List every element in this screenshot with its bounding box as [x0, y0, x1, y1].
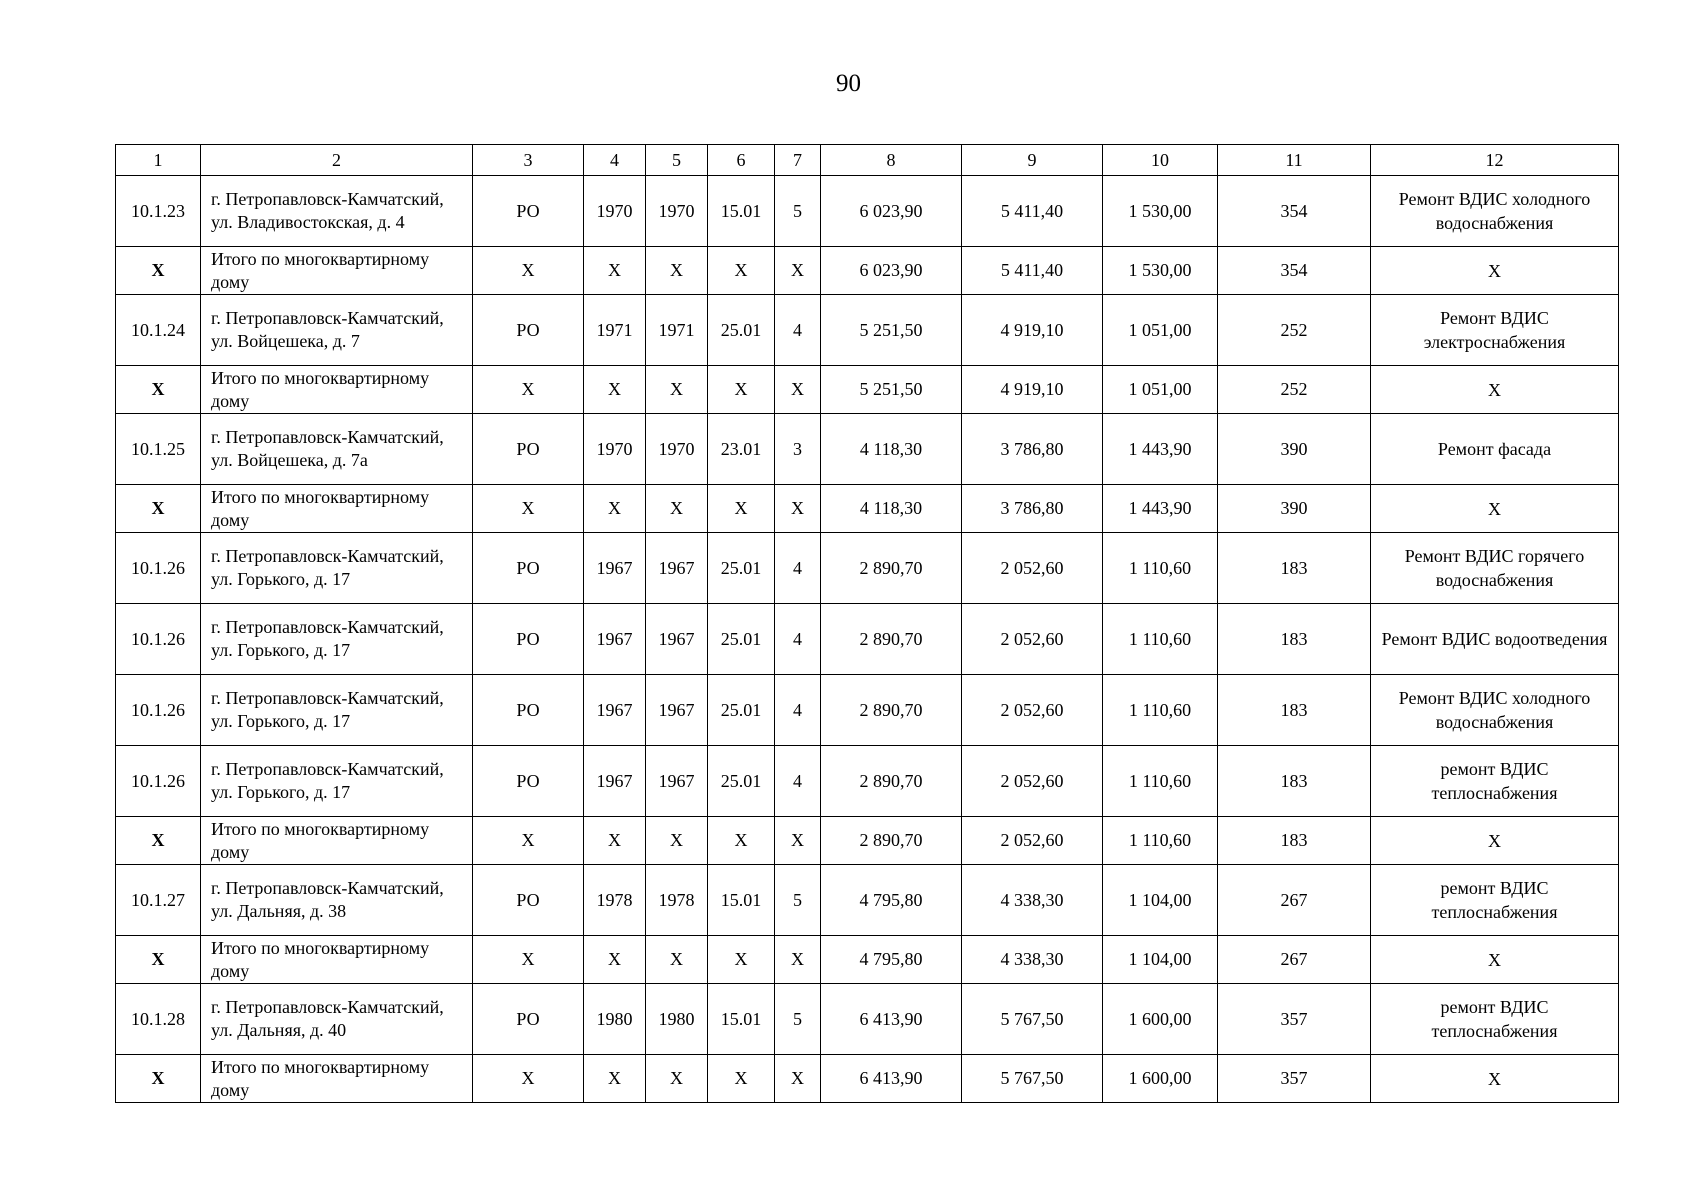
floors-cell: X [775, 485, 821, 533]
address-cell: Итого по многоквартирному дому [201, 936, 473, 984]
nonliving-area-cell: 1 051,00 [1103, 295, 1218, 366]
total-area-cell: 5 251,50 [821, 366, 962, 414]
build-year-cell: X [584, 485, 646, 533]
commission-year-cell: 1967 [646, 533, 708, 604]
floors-cell: X [775, 817, 821, 865]
work-type-cell: ремонт ВДИС теплоснабжения [1371, 984, 1619, 1055]
category-cell: X [473, 366, 584, 414]
residents-cell: 183 [1218, 604, 1371, 675]
residents-cell: 183 [1218, 675, 1371, 746]
total-area-cell: 6 413,90 [821, 984, 962, 1055]
address-cell: г. Петропавловск-Камчатский, ул. Горького, д. 17 [201, 604, 473, 675]
category-cell: РО [473, 604, 584, 675]
nonliving-area-cell: 1 051,00 [1103, 366, 1218, 414]
work-type-cell: X [1371, 1055, 1619, 1103]
address-cell: г. Петропавловск-Камчатский, ул. Горького, д. 17 [201, 746, 473, 817]
row-number-cell: 10.1.26 [116, 746, 201, 817]
column-number-cell: 6 [708, 145, 775, 176]
object-row [116, 414, 1619, 485]
residents-cell: 183 [1218, 817, 1371, 865]
living-area-cell: 5 767,50 [962, 984, 1103, 1055]
nonliving-area-cell: 1 110,60 [1103, 746, 1218, 817]
category-cell: X [473, 247, 584, 295]
residents-cell: 390 [1218, 414, 1371, 485]
category-cell: РО [473, 295, 584, 366]
commission-year-cell: 1978 [646, 865, 708, 936]
nonliving-area-cell: 1 110,60 [1103, 675, 1218, 746]
wall-material-cell: 23.01 [708, 414, 775, 485]
living-area-cell: 3 786,80 [962, 485, 1103, 533]
wall-material-cell: 15.01 [708, 176, 775, 247]
work-type-cell: Ремонт ВДИС горячего водоснабжения [1371, 533, 1619, 604]
floors-cell: 5 [775, 984, 821, 1055]
commission-year-cell: X [646, 1055, 708, 1103]
wall-material-cell: X [708, 247, 775, 295]
category-cell: X [473, 817, 584, 865]
wall-material-cell: X [708, 1055, 775, 1103]
column-number-cell: 2 [201, 145, 473, 176]
address-cell: г. Петропавловск-Камчатский, ул. Войцешека, д. 7 [201, 295, 473, 366]
row-number-cell: X [116, 247, 201, 295]
category-cell: РО [473, 176, 584, 247]
object-row [116, 746, 1619, 817]
column-number-row [116, 145, 1619, 176]
build-year-cell: 1967 [584, 604, 646, 675]
residents-cell: 357 [1218, 984, 1371, 1055]
category-cell: X [473, 936, 584, 984]
commission-year-cell: 1971 [646, 295, 708, 366]
address-cell: г. Петропавловск-Камчатский, ул. Горького, д. 17 [201, 533, 473, 604]
nonliving-area-cell: 1 600,00 [1103, 984, 1218, 1055]
build-year-cell: 1971 [584, 295, 646, 366]
work-type-cell: X [1371, 817, 1619, 865]
table-body [116, 145, 1619, 1103]
column-number-cell: 7 [775, 145, 821, 176]
living-area-cell: 5 767,50 [962, 1055, 1103, 1103]
wall-material-cell: 25.01 [708, 533, 775, 604]
row-number-cell: 10.1.24 [116, 295, 201, 366]
wall-material-cell: X [708, 485, 775, 533]
work-type-cell: Ремонт фасада [1371, 414, 1619, 485]
address-cell: Итого по многоквартирному дому [201, 817, 473, 865]
object-row [116, 675, 1619, 746]
row-number-cell: 10.1.26 [116, 604, 201, 675]
nonliving-area-cell: 1 443,90 [1103, 414, 1218, 485]
address-cell: Итого по многоквартирному дому [201, 366, 473, 414]
row-number-cell: 10.1.27 [116, 865, 201, 936]
address-cell: г. Петропавловск-Камчатский, ул. Дальняя, д. 38 [201, 865, 473, 936]
subtotal-row [116, 817, 1619, 865]
object-row [116, 604, 1619, 675]
living-area-cell: 2 052,60 [962, 675, 1103, 746]
row-number-cell: 10.1.25 [116, 414, 201, 485]
build-year-cell: 1970 [584, 414, 646, 485]
wall-material-cell: 15.01 [708, 865, 775, 936]
total-area-cell: 4 795,80 [821, 936, 962, 984]
commission-year-cell: 1967 [646, 675, 708, 746]
total-area-cell: 2 890,70 [821, 746, 962, 817]
residents-cell: 354 [1218, 176, 1371, 247]
floors-cell: 3 [775, 414, 821, 485]
residents-cell: 183 [1218, 533, 1371, 604]
commission-year-cell: X [646, 247, 708, 295]
commission-year-cell: 1967 [646, 604, 708, 675]
column-number-cell: 12 [1371, 145, 1619, 176]
floors-cell: 4 [775, 746, 821, 817]
build-year-cell: X [584, 1055, 646, 1103]
address-cell: Итого по многоквартирному дому [201, 1055, 473, 1103]
column-number-cell: 5 [646, 145, 708, 176]
commission-year-cell: X [646, 936, 708, 984]
row-number-cell: X [116, 485, 201, 533]
nonliving-area-cell: 1 110,60 [1103, 533, 1218, 604]
work-type-cell: X [1371, 485, 1619, 533]
residents-cell: 267 [1218, 865, 1371, 936]
commission-year-cell: X [646, 817, 708, 865]
residents-cell: 357 [1218, 1055, 1371, 1103]
column-number-cell: 4 [584, 145, 646, 176]
residents-cell: 252 [1218, 295, 1371, 366]
living-area-cell: 3 786,80 [962, 414, 1103, 485]
floors-cell: X [775, 366, 821, 414]
total-area-cell: 6 023,90 [821, 176, 962, 247]
column-number-cell: 8 [821, 145, 962, 176]
living-area-cell: 2 052,60 [962, 533, 1103, 604]
work-type-cell: ремонт ВДИС теплоснабжения [1371, 865, 1619, 936]
living-area-cell: 5 411,40 [962, 176, 1103, 247]
residents-cell: 354 [1218, 247, 1371, 295]
wall-material-cell: X [708, 817, 775, 865]
row-number-cell: 10.1.23 [116, 176, 201, 247]
subtotal-row [116, 485, 1619, 533]
work-type-cell: Ремонт ВДИС холодного водоснабжения [1371, 176, 1619, 247]
living-area-cell: 4 338,30 [962, 865, 1103, 936]
residents-cell: 252 [1218, 366, 1371, 414]
total-area-cell: 4 795,80 [821, 865, 962, 936]
wall-material-cell: 15.01 [708, 984, 775, 1055]
total-area-cell: 5 251,50 [821, 295, 962, 366]
object-row [116, 295, 1619, 366]
object-row [116, 865, 1619, 936]
nonliving-area-cell: 1 104,00 [1103, 936, 1218, 984]
build-year-cell: 1970 [584, 176, 646, 247]
living-area-cell: 4 919,10 [962, 366, 1103, 414]
column-number-cell: 9 [962, 145, 1103, 176]
work-type-cell: Ремонт ВДИС холодного водоснабжения [1371, 675, 1619, 746]
object-row [116, 533, 1619, 604]
subtotal-row [116, 247, 1619, 295]
commission-year-cell: 1970 [646, 176, 708, 247]
total-area-cell: 4 118,30 [821, 485, 962, 533]
residents-cell: 390 [1218, 485, 1371, 533]
floors-cell: 4 [775, 604, 821, 675]
total-area-cell: 6 413,90 [821, 1055, 962, 1103]
address-cell: г. Петропавловск-Камчатский, ул. Горького, д. 17 [201, 675, 473, 746]
build-year-cell: 1967 [584, 746, 646, 817]
total-area-cell: 2 890,70 [821, 533, 962, 604]
build-year-cell: 1967 [584, 533, 646, 604]
nonliving-area-cell: 1 104,00 [1103, 865, 1218, 936]
nonliving-area-cell: 1 530,00 [1103, 176, 1218, 247]
living-area-cell: 2 052,60 [962, 746, 1103, 817]
floors-cell: 4 [775, 533, 821, 604]
category-cell: РО [473, 984, 584, 1055]
total-area-cell: 2 890,70 [821, 675, 962, 746]
work-type-cell: Ремонт ВДИС водоотведения [1371, 604, 1619, 675]
nonliving-area-cell: 1 110,60 [1103, 817, 1218, 865]
work-type-cell: Ремонт ВДИС электроснабжения [1371, 295, 1619, 366]
capital-repair-table [115, 144, 1619, 1103]
commission-year-cell: 1980 [646, 984, 708, 1055]
floors-cell: 5 [775, 865, 821, 936]
category-cell: X [473, 1055, 584, 1103]
work-type-cell: X [1371, 366, 1619, 414]
work-type-cell: ремонт ВДИС теплоснабжения [1371, 746, 1619, 817]
floors-cell: X [775, 1055, 821, 1103]
column-number-cell: 11 [1218, 145, 1371, 176]
build-year-cell: X [584, 817, 646, 865]
floors-cell: 4 [775, 675, 821, 746]
object-row [116, 176, 1619, 247]
nonliving-area-cell: 1 443,90 [1103, 485, 1218, 533]
category-cell: РО [473, 865, 584, 936]
address-cell: г. Петропавловск-Камчатский, ул. Дальняя, д. 40 [201, 984, 473, 1055]
object-row [116, 984, 1619, 1055]
build-year-cell: 1967 [584, 675, 646, 746]
page-number: 90 [836, 70, 861, 97]
total-area-cell: 4 118,30 [821, 414, 962, 485]
living-area-cell: 2 052,60 [962, 604, 1103, 675]
wall-material-cell: 25.01 [708, 746, 775, 817]
subtotal-row [116, 936, 1619, 984]
nonliving-area-cell: 1 110,60 [1103, 604, 1218, 675]
row-number-cell: X [116, 817, 201, 865]
category-cell: РО [473, 675, 584, 746]
category-cell: РО [473, 414, 584, 485]
subtotal-row [116, 1055, 1619, 1103]
row-number-cell: 10.1.28 [116, 984, 201, 1055]
wall-material-cell: 25.01 [708, 295, 775, 366]
residents-cell: 267 [1218, 936, 1371, 984]
address-cell: Итого по многоквартирному дому [201, 485, 473, 533]
row-number-cell: 10.1.26 [116, 675, 201, 746]
row-number-cell: X [116, 366, 201, 414]
living-area-cell: 2 052,60 [962, 817, 1103, 865]
row-number-cell: 10.1.26 [116, 533, 201, 604]
category-cell: РО [473, 746, 584, 817]
commission-year-cell: 1967 [646, 746, 708, 817]
build-year-cell: X [584, 936, 646, 984]
living-area-cell: 5 411,40 [962, 247, 1103, 295]
column-number-cell: 3 [473, 145, 584, 176]
address-cell: г. Петропавловск-Камчатский, ул. Войцешека, д. 7а [201, 414, 473, 485]
address-cell: Итого по многоквартирному дому [201, 247, 473, 295]
living-area-cell: 4 338,30 [962, 936, 1103, 984]
total-area-cell: 6 023,90 [821, 247, 962, 295]
build-year-cell: 1980 [584, 984, 646, 1055]
commission-year-cell: 1970 [646, 414, 708, 485]
wall-material-cell: 25.01 [708, 675, 775, 746]
total-area-cell: 2 890,70 [821, 604, 962, 675]
build-year-cell: X [584, 366, 646, 414]
floors-cell: 5 [775, 176, 821, 247]
commission-year-cell: X [646, 366, 708, 414]
category-cell: РО [473, 533, 584, 604]
column-number-cell: 10 [1103, 145, 1218, 176]
row-number-cell: X [116, 936, 201, 984]
category-cell: X [473, 485, 584, 533]
floors-cell: X [775, 936, 821, 984]
nonliving-area-cell: 1 600,00 [1103, 1055, 1218, 1103]
commission-year-cell: X [646, 485, 708, 533]
work-type-cell: X [1371, 247, 1619, 295]
floors-cell: 4 [775, 295, 821, 366]
total-area-cell: 2 890,70 [821, 817, 962, 865]
column-number-cell: 1 [116, 145, 201, 176]
wall-material-cell: 25.01 [708, 604, 775, 675]
residents-cell: 183 [1218, 746, 1371, 817]
row-number-cell: X [116, 1055, 201, 1103]
floors-cell: X [775, 247, 821, 295]
work-type-cell: X [1371, 936, 1619, 984]
wall-material-cell: X [708, 936, 775, 984]
nonliving-area-cell: 1 530,00 [1103, 247, 1218, 295]
wall-material-cell: X [708, 366, 775, 414]
build-year-cell: 1978 [584, 865, 646, 936]
subtotal-row [116, 366, 1619, 414]
living-area-cell: 4 919,10 [962, 295, 1103, 366]
build-year-cell: X [584, 247, 646, 295]
address-cell: г. Петропавловск-Камчатский, ул. Владивостокская, д. 4 [201, 176, 473, 247]
